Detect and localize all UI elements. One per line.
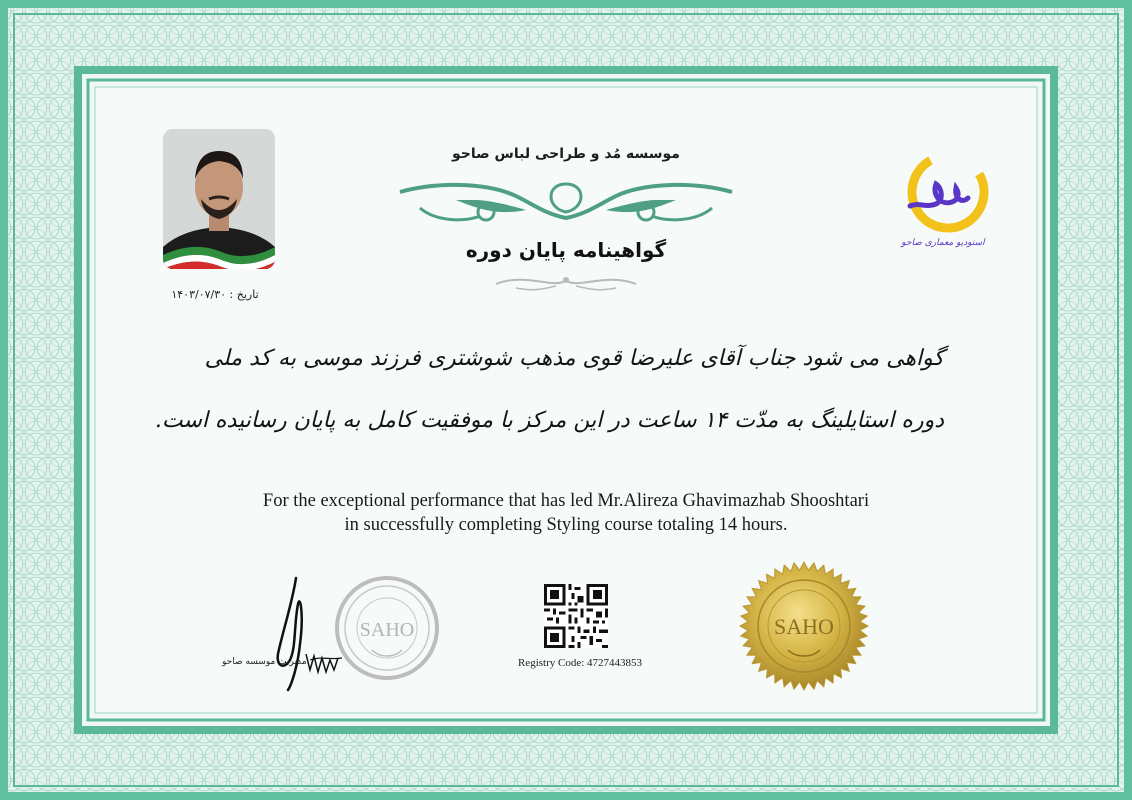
persian-text-line-2: دوره استایلینگ به مدّت ۱۴ ساعت در این مرکز با موفقیت کامل به پایان رسانیده است. xyxy=(154,408,944,433)
stamp-text: SAHO xyxy=(359,619,415,641)
english-text-line-2: in successfully completing Styling course totaling 14 hours. xyxy=(344,515,788,535)
issue-date xyxy=(150,288,280,301)
ornament-flourish-icon xyxy=(396,178,736,228)
english-text-line-1: For the exceptional performance that has led Mr.Alireza Ghavimazhab Shooshtari xyxy=(262,491,870,511)
logo-caption: استودیو معماری صاحو xyxy=(901,238,985,248)
studio-logo-icon xyxy=(896,148,996,252)
certificate-title: گواهینامه پایان دوره xyxy=(465,238,667,262)
signature-caption: مدیریت موسسه صاحو xyxy=(222,657,307,667)
divider-ornament-icon xyxy=(486,270,646,294)
seal-text: SAHO xyxy=(774,614,834,639)
registry-code: Registry Code: 4727443853 xyxy=(517,657,643,669)
qr-code-icon xyxy=(544,584,608,648)
date-label: تاریخ : xyxy=(229,288,259,301)
date-value: ۱۴۰۳/۰۷/۳۰ xyxy=(171,288,227,301)
gold-seal-icon xyxy=(738,560,870,692)
english-text xyxy=(0,489,1132,537)
institute-name: موسسه مُد و طراحی لباس صاحو xyxy=(452,146,680,162)
persian-text-line-1: گواهی می شود جناب آقای علیرضا قوی مذهب شوشتری فرزند موسی به کد ملی xyxy=(204,346,944,371)
institute-stamp-icon xyxy=(332,566,442,696)
